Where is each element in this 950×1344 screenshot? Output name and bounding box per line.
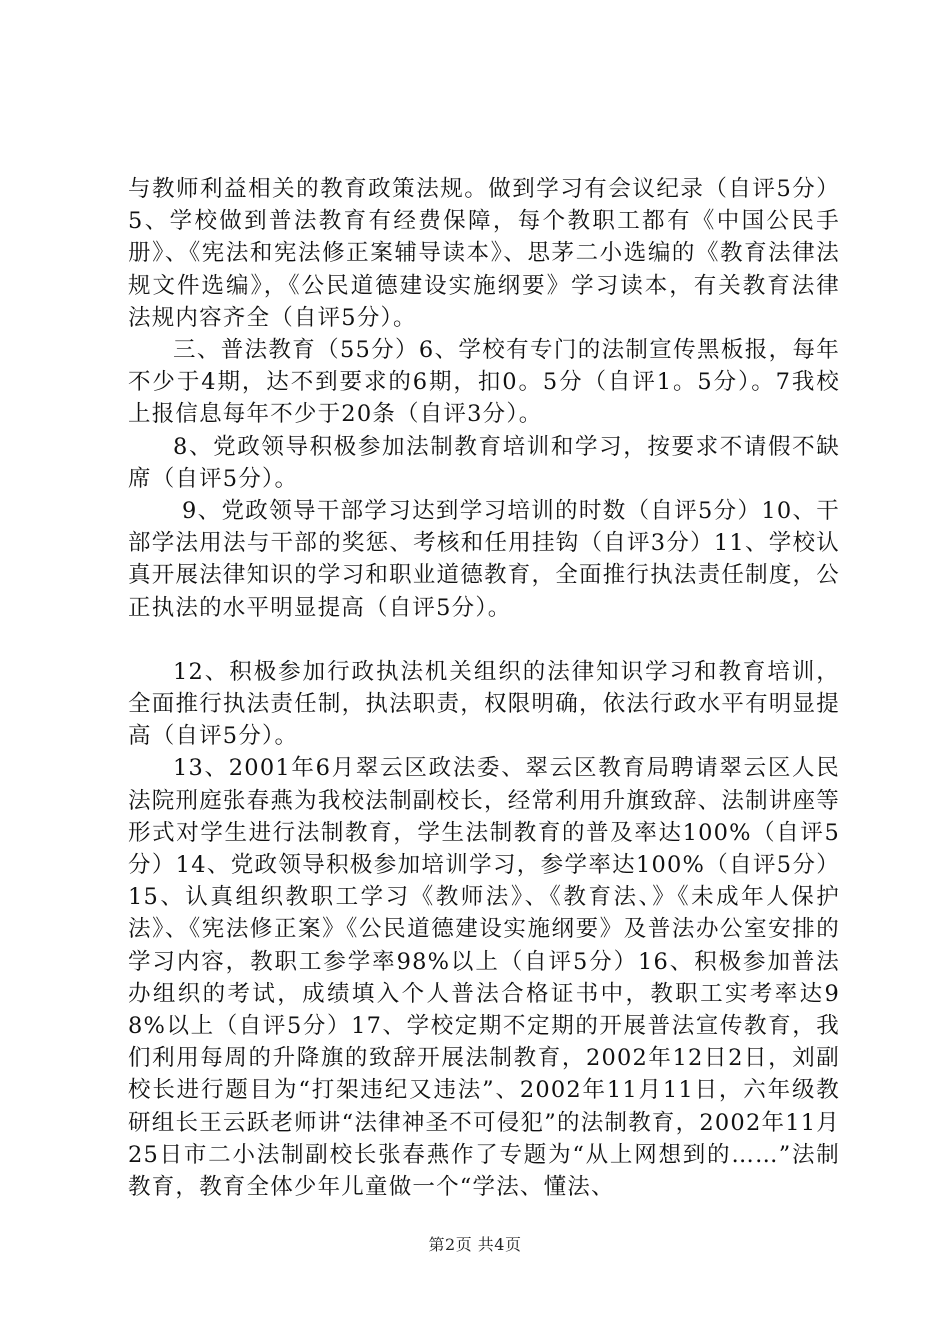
paragraph-1: 与教师利益相关的教育政策法规。做到学习有会议纪录（自评5分）5、学校做到普法教育有经费保障，每个教职工都有《中国公民手册》、《宪法和宪法修正案辅导读本》、思茅二小选编的《教育法律法规文件选编》，《公民道德建设实施纲要》学习读本，有关教育法律法规内容齐全（自评5分）。 — [128, 176, 840, 331]
paragraph-3: 8、党政领导积极参加法制教育培训和学习，按要求不请假不缺席（自评5分）。 — [128, 433, 840, 492]
paragraph-2: 三、普法教育（55分）6、学校有专门的法制宣传黑板报，每年不少于4期，达不到要求的6期，扣0。5分（自评1。5分）。7我校上报信息每年不少于20条（自评3分）。 — [128, 337, 840, 428]
paragraph-6: 13、2001年6月翠云区政法委、翠云区教育局聘请翠云区人民法院刑庭张春燕为我校法制副校长，经常利用升旗致辞、法制讲座等形式对学生进行法制教育，学生法制教育的普及率达100%（自评5分）14、党政领导积极参加培训学习，参学率达100%（自评5分）15、认真组织教职工学习《教师法》、《教育法、》《未成年人保护法》、《宪法修正案》《公民道德建设实施纲要》及普法办公室安排的学习内容，教职工参学率98%以上（自评5分）16、积极参加普法办组织的考试，成绩填入个人普法合格证书中，教职工实考率达98%以上（自评5分）17、学校定期不定期的开展普法宣传教育，我们利用每周的升降旗的致辞开展法制教育，2002年12日2日，刘副校长进行题目为“打架违纪又违法”、2002年11月11日，六年级教研组长王云跃老师讲“法律神圣不可侵犯”的法制教育，2002年11月25日市二小法制副校长张春燕作了专题为“从上网想到的……”法制教育，教育全体少年儿童做一个“学法、懂法、 — [128, 755, 840, 1201]
paragraph-gap — [128, 624, 840, 656]
paragraph-5: 12、积极参加行政执法机关组织的法律知识学习和教育培训，全面推行执法责任制，执法职责，权限明确，依法行政水平有明显提高（自评5分）。 — [128, 658, 840, 750]
page-number-footer: 第2页 共4页 — [428, 1235, 522, 1254]
paragraph-4: 9、党政领导干部学习达到学习培训的时数（自评5分）10、干部学法用法与干部的奖惩、考核和任用挂钩（自评3分）11、学校认真开展法律知识的学习和职业道德教育，全面推行执法责任制度，公正执法的水平明显提高（自评5分）。 — [128, 498, 840, 621]
document-body — [128, 173, 840, 1203]
